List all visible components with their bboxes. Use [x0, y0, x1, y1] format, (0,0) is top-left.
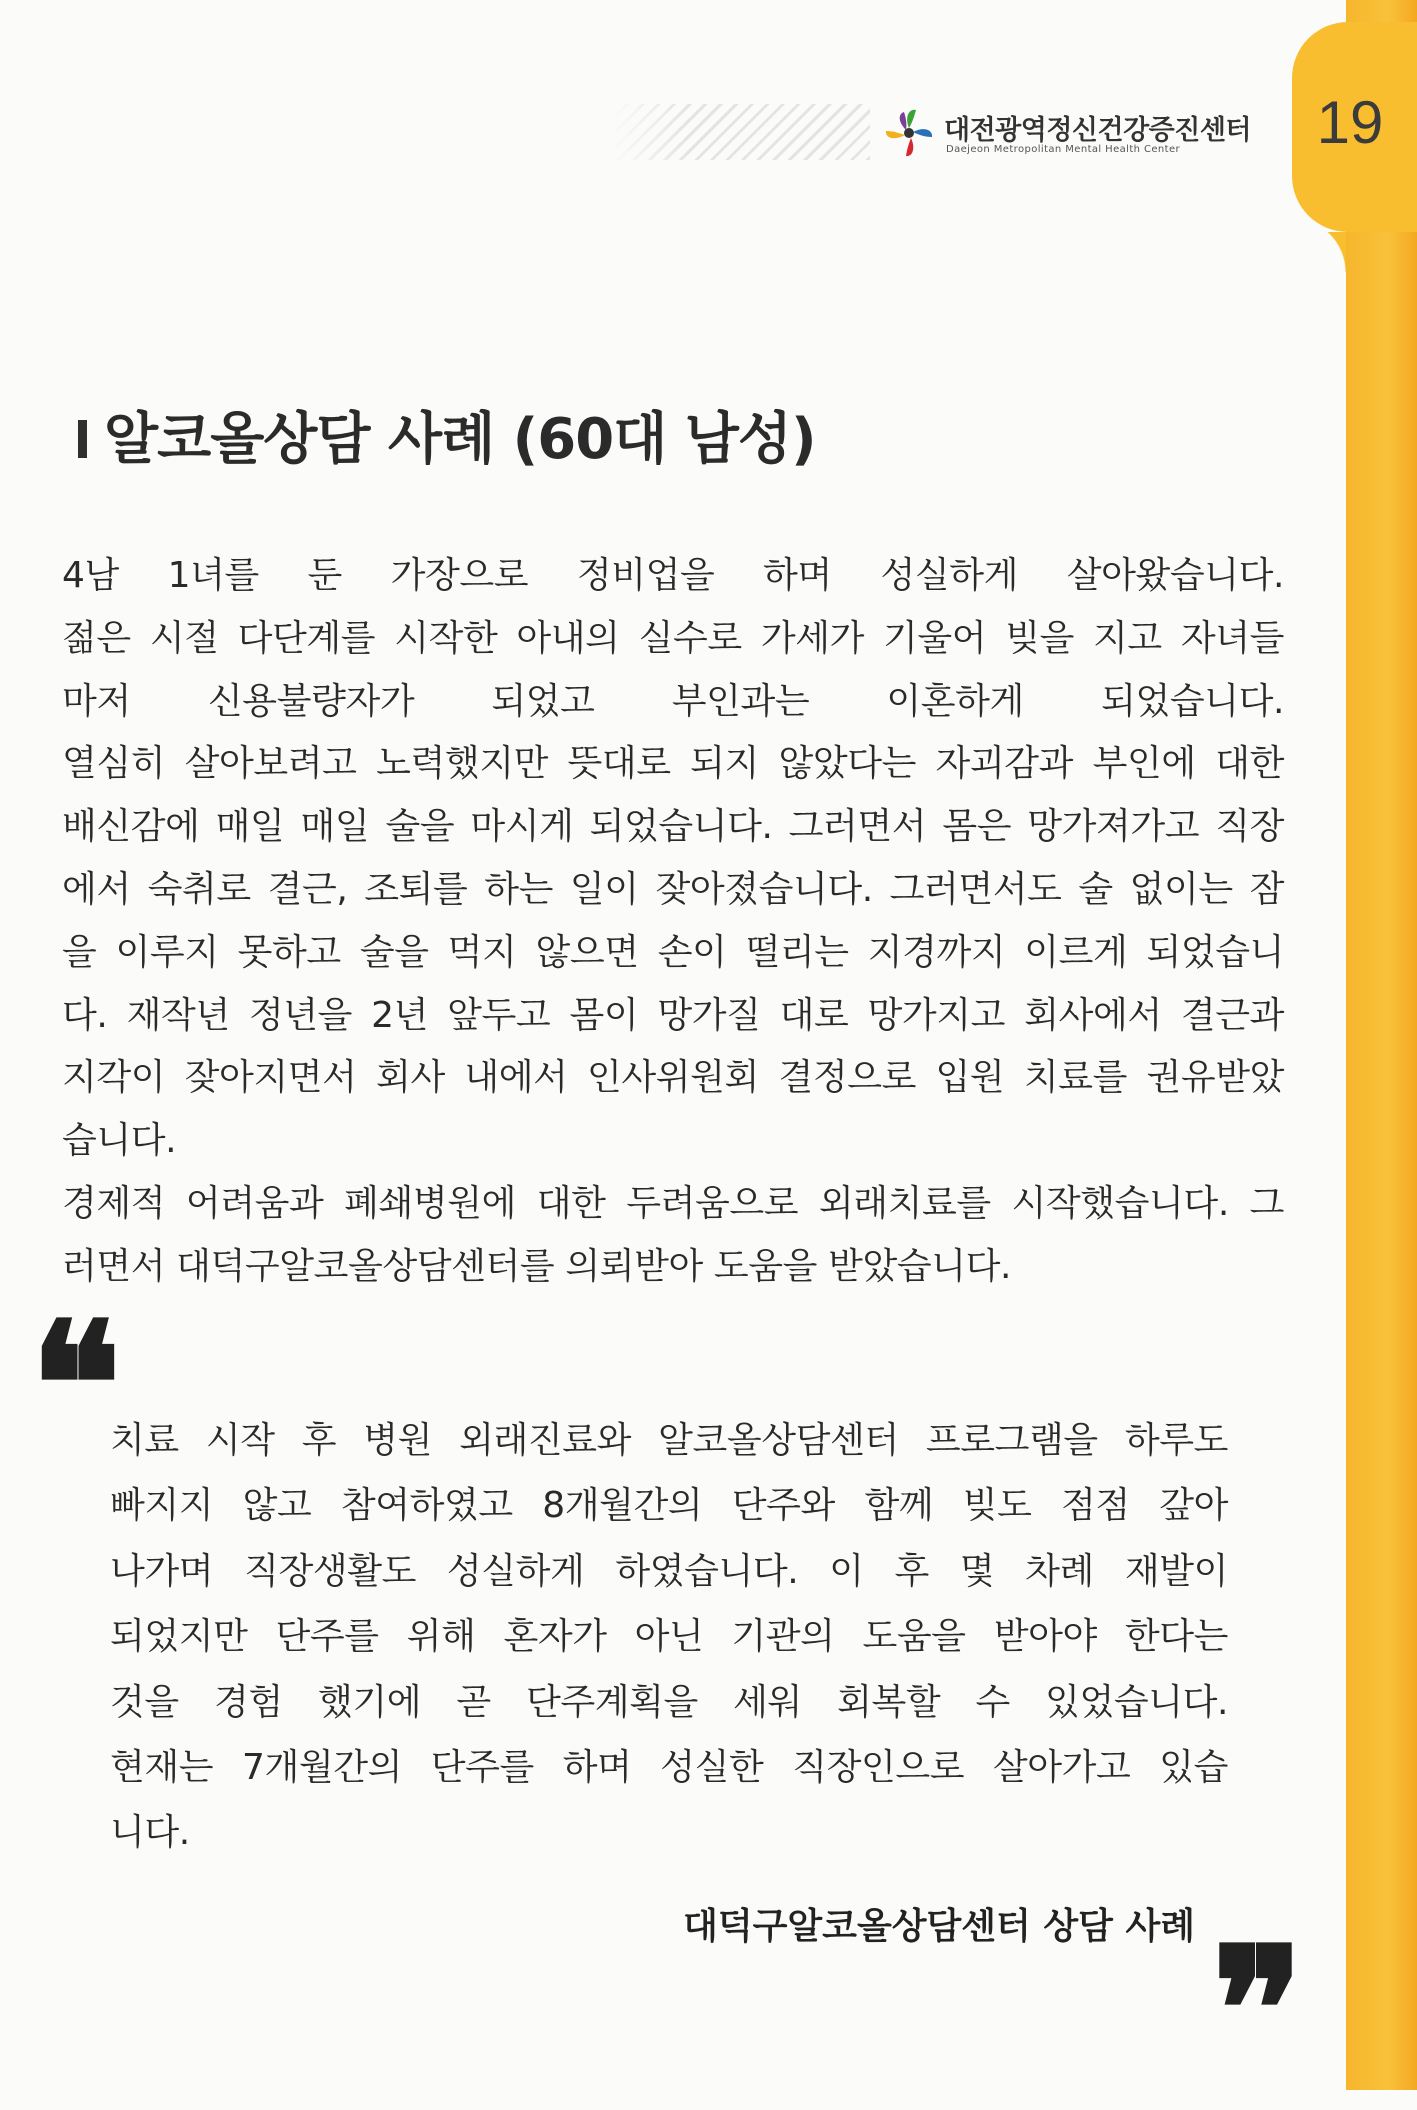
quote-line: 되었지만 단주를 위해 혼자가 아닌 기관의 도움을 받아야 한다는 — [110, 1616, 1228, 1658]
quote-attribution: 대덕구알코올상담센터 상담 사례 — [683, 1906, 1195, 1947]
header-hatch-decoration — [610, 104, 870, 160]
logo-petal-yellow — [886, 131, 905, 138]
body-line: 습니다. — [62, 1120, 177, 1162]
page-title: 알코올상담 사례 (60대 남성) — [104, 407, 816, 472]
body-line: 을 이루지 못하고 술을 먹지 않으면 손이 떨리는 지경까지 이르게 되었습니 — [62, 931, 1284, 973]
logo-petal-red — [906, 138, 913, 156]
center-logo-icon — [880, 104, 938, 162]
close-quote-mark: ❞ — [1212, 1910, 1304, 2110]
page-number: 19 — [1316, 89, 1384, 156]
body-line: 마저 신용불량자가 되었고 부인과는 이혼하게 되었습니다. — [62, 680, 1284, 722]
quote-text — [110, 1408, 1228, 1866]
body-line: 배신감에 매일 매일 술을 마시게 되었습니다. 그러면서 몸은 망가져가고 직장 — [62, 806, 1284, 848]
center-name: 대전광역정신건강증진센터 — [944, 115, 1251, 146]
logo-petal-purple — [900, 112, 907, 130]
body-line: 4남 1녀를 둔 가장으로 정비업을 하며 성실하게 살아왔습니다. — [62, 555, 1284, 596]
side-color-band — [1346, 0, 1417, 2090]
quote-line: 치료 시작 후 병원 외래진료와 알코올상담센터 프로그램을 하루도 — [110, 1420, 1228, 1461]
center-english-name: Daejeon Metropolitan Mental Health Center — [946, 144, 1181, 155]
logo-center-dot — [904, 128, 914, 138]
body-line: 러면서 대덕구알코올상담센터를 의뢰받아 도움을 받았습니다. — [62, 1245, 1011, 1287]
quote-line: 니다. — [110, 1812, 190, 1854]
body-line: 다. 재작년 정년을 2년 앞두고 몸이 망가질 대로 망가지고 회사에서 결근과 — [62, 994, 1284, 1036]
case-body-text — [62, 545, 1284, 1299]
quote-line: 나가며 직장생활도 성실하게 하였습니다. 이 후 몇 차례 재발이 — [110, 1550, 1228, 1592]
logo-petal-blue — [913, 129, 932, 137]
body-line: 경제적 어려움과 폐쇄병원에 대한 두려움으로 외래치료를 시작했습니다. 그 — [62, 1182, 1284, 1224]
quote-line: 빠지지 않고 참여하였고 8개월간의 단주와 함께 빚도 점점 갚아 — [110, 1485, 1228, 1527]
quote-line: 현재는 7개월간의 단주를 하며 성실한 직장인으로 살아가고 있습 — [110, 1746, 1228, 1788]
body-line: 지각이 잦아지면서 회사 내에서 인사위원회 결정으로 입원 치료를 권유받았 — [62, 1057, 1284, 1099]
body-line: 열심히 살아보려고 노력했지만 뜻대로 되지 않았다는 자괴감과 부인에 대한 — [62, 743, 1284, 785]
title-marker-bar — [78, 420, 87, 458]
quote-line: 것을 경험 했기에 곧 단주계획을 세워 회복할 수 있었습니다. — [110, 1681, 1228, 1723]
body-line: 젊은 시절 다단계를 시작한 아내의 실수로 가세가 기울어 빚을 지고 자녀들 — [62, 617, 1284, 659]
logo-petal-green — [907, 110, 916, 128]
body-line: 에서 숙취로 결근, 조퇴를 하는 일이 잦아졌습니다. 그러면서도 술 없이는 잠 — [62, 868, 1284, 910]
open-quote-mark: ❝ — [30, 1285, 122, 1485]
